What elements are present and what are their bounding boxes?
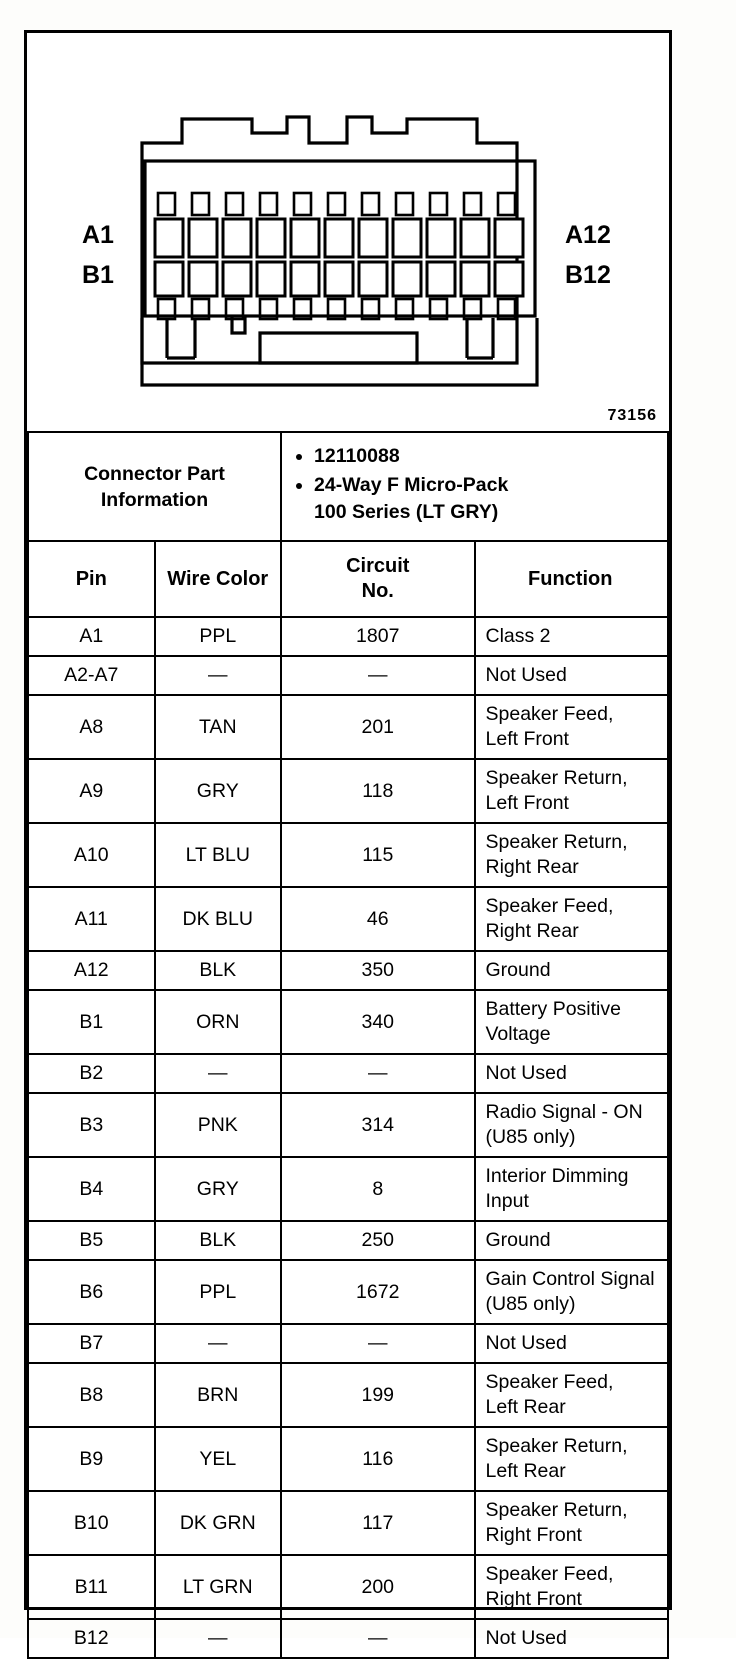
cell-function	[475, 656, 669, 695]
cell-function-line2: (U85 only)	[485, 1293, 576, 1315]
cell-circuit-no: 115	[281, 823, 475, 887]
cell-function	[475, 990, 669, 1054]
cell-function	[475, 1491, 669, 1555]
cell-function-line1: Ground	[485, 1229, 551, 1251]
cell-pin: A8	[28, 695, 155, 759]
cell-pin: B9	[28, 1427, 155, 1491]
cell-function	[475, 951, 669, 990]
document-frame	[24, 30, 672, 1649]
cell-circuit-no: 117	[281, 1491, 475, 1555]
cell-function-line2: Left Front	[485, 728, 569, 750]
cell-wire-color: PNK	[155, 1093, 282, 1157]
cell-wire-color: LT GRN	[155, 1555, 282, 1619]
header-pin: Pin	[28, 541, 155, 617]
cell-pin: A2-A7	[28, 656, 155, 695]
pin-label-b1: B1	[82, 261, 114, 289]
cell-wire-color: —	[155, 1619, 282, 1658]
cell-function-line1: Interior Dimming Input	[485, 1165, 629, 1212]
cell-wire-color: LT BLU	[155, 823, 282, 887]
cell-wire-color: BRN	[155, 1363, 282, 1427]
table-row	[28, 1221, 668, 1260]
part-info-bullet-2-line2: 100 Series (LT GRY)	[314, 501, 499, 523]
header-circuit-no-line1: Circuit	[346, 555, 410, 577]
cell-function-line1: Battery Positive Voltage	[485, 998, 621, 1045]
cell-function-line2: Right Front	[485, 1588, 582, 1610]
cell-pin: B12	[28, 1619, 155, 1658]
cell-circuit-no: 201	[281, 695, 475, 759]
table-row	[28, 1324, 668, 1363]
cell-pin: B4	[28, 1157, 155, 1221]
cell-wire-color: —	[155, 656, 282, 695]
cell-circuit-no: —	[281, 1619, 475, 1658]
cell-circuit-no: —	[281, 1054, 475, 1093]
cell-wire-color: BLK	[155, 951, 282, 990]
cell-circuit-no: 350	[281, 951, 475, 990]
cell-wire-color: GRY	[155, 759, 282, 823]
cell-circuit-no: —	[281, 1324, 475, 1363]
cell-wire-color: BLK	[155, 1221, 282, 1260]
cell-function-line1: Speaker Feed,	[485, 703, 614, 725]
cell-function	[475, 1427, 669, 1491]
table-row	[28, 1093, 668, 1157]
table-header-row	[28, 541, 668, 617]
cell-function-line1: Gain Control Signal	[485, 1268, 655, 1290]
table-row	[28, 1054, 668, 1093]
table-row	[28, 1491, 668, 1555]
table-row	[28, 951, 668, 990]
cell-circuit-no: 46	[281, 887, 475, 951]
cell-circuit-no: 1672	[281, 1260, 475, 1324]
cell-wire-color: —	[155, 1054, 282, 1093]
table-row	[28, 1260, 668, 1324]
table-row	[28, 1555, 668, 1619]
table-body	[28, 617, 668, 1658]
table-row	[28, 1619, 668, 1658]
cell-circuit-no: —	[281, 656, 475, 695]
part-info-bullet-2	[314, 472, 661, 526]
cell-circuit-no: 250	[281, 1221, 475, 1260]
cell-function	[475, 1363, 669, 1427]
cell-function-line1: Class 2	[485, 625, 551, 647]
cell-function	[475, 1093, 669, 1157]
header-circuit-no	[281, 541, 475, 617]
cell-pin: A10	[28, 823, 155, 887]
cell-wire-color: DK GRN	[155, 1491, 282, 1555]
cell-function	[475, 695, 669, 759]
cell-wire-color: YEL	[155, 1427, 282, 1491]
cell-function	[475, 1260, 669, 1324]
cell-wire-color: PPL	[155, 1260, 282, 1324]
cell-function-line1: Not Used	[485, 1062, 567, 1084]
cell-circuit-no: 8	[281, 1157, 475, 1221]
cell-function-line1: Speaker Return,	[485, 831, 628, 853]
cell-function-line1: Speaker Return,	[485, 1435, 628, 1457]
cell-wire-color: —	[155, 1324, 282, 1363]
header-circuit-no-line2: No.	[361, 580, 394, 602]
cell-function-line2: Right Rear	[485, 920, 579, 942]
cell-function-line1: Speaker Feed,	[485, 1563, 614, 1585]
table-row	[28, 823, 668, 887]
cell-function-line1: Ground	[485, 959, 551, 981]
cell-function-line1: Not Used	[485, 664, 567, 686]
cell-function-line2: Left Front	[485, 792, 569, 814]
cell-pin: B5	[28, 1221, 155, 1260]
cell-wire-color: TAN	[155, 695, 282, 759]
cell-wire-color: GRY	[155, 1157, 282, 1221]
cell-wire-color: PPL	[155, 617, 282, 656]
cell-pin: B3	[28, 1093, 155, 1157]
cell-circuit-no: 314	[281, 1093, 475, 1157]
cell-circuit-no: 199	[281, 1363, 475, 1427]
cell-circuit-no: 200	[281, 1555, 475, 1619]
pin-label-a1: A1	[82, 221, 114, 249]
table-row	[28, 1157, 668, 1221]
cell-pin: A9	[28, 759, 155, 823]
cell-function-line2: Right Rear	[485, 856, 579, 878]
figure-number: 73156	[607, 407, 657, 424]
cell-function	[475, 617, 669, 656]
part-info-title-line1: Connector Part	[84, 462, 225, 485]
cell-pin: A12	[28, 951, 155, 990]
cell-function-line2: Left Rear	[485, 1396, 566, 1418]
cell-circuit-no: 116	[281, 1427, 475, 1491]
cell-pin: B7	[28, 1324, 155, 1363]
cell-pin: A1	[28, 617, 155, 656]
cell-pin: B8	[28, 1363, 155, 1427]
cell-wire-color: ORN	[155, 990, 282, 1054]
cell-pin: B6	[28, 1260, 155, 1324]
cell-function	[475, 1054, 669, 1093]
cell-function-line1: Speaker Feed,	[485, 895, 614, 917]
part-info-bullet-2-line1: 24-Way F Micro-Pack	[314, 474, 509, 496]
cell-function-line1: Speaker Return,	[485, 1499, 628, 1521]
part-info-bullets	[281, 432, 668, 541]
cell-wire-color: DK BLU	[155, 887, 282, 951]
pin-label-a12: A12	[565, 221, 611, 249]
cell-function	[475, 887, 669, 951]
part-info-row	[28, 432, 668, 541]
cell-function	[475, 1555, 669, 1619]
cell-pin: B2	[28, 1054, 155, 1093]
part-info-bullet-1: • 12110088	[314, 443, 661, 470]
part-info-title	[28, 432, 281, 541]
header-wire-color: Wire Color	[155, 541, 282, 617]
table-row	[28, 759, 668, 823]
table-row	[28, 617, 668, 656]
table-row	[28, 990, 668, 1054]
cell-function	[475, 1157, 669, 1221]
table-row	[28, 656, 668, 695]
cell-function-line1: Not Used	[485, 1627, 567, 1649]
connector-table	[27, 431, 669, 1659]
pin-label-b12: B12	[565, 261, 611, 289]
cell-circuit-no: 1807	[281, 617, 475, 656]
header-function: Function	[475, 541, 669, 617]
cell-function	[475, 1221, 669, 1260]
cell-function-line2: Right Front	[485, 1524, 582, 1546]
cell-circuit-no: 340	[281, 990, 475, 1054]
cell-function	[475, 823, 669, 887]
cell-pin: B1	[28, 990, 155, 1054]
cell-function-line1: Not Used	[485, 1332, 567, 1354]
cell-circuit-no: 118	[281, 759, 475, 823]
table-row	[28, 1427, 668, 1491]
cell-function-line1: Speaker Feed,	[485, 1371, 614, 1393]
cell-function-line2: (U85 only)	[485, 1126, 576, 1148]
part-info-title-line2: Information	[100, 488, 209, 511]
table-row	[28, 1363, 668, 1427]
cell-function-line1: Radio Signal - ON	[485, 1101, 643, 1123]
table-row	[28, 887, 668, 951]
cell-pin: A11	[28, 887, 155, 951]
cell-function	[475, 1619, 669, 1658]
connector-table-wrap	[27, 431, 669, 1659]
connector-illustration	[27, 33, 669, 431]
cell-function-line2: Left Rear	[485, 1460, 566, 1482]
table-row	[28, 695, 668, 759]
cell-function	[475, 759, 669, 823]
cell-function	[475, 1324, 669, 1363]
cell-pin: B10	[28, 1491, 155, 1555]
cell-function-line1: Speaker Return,	[485, 767, 628, 789]
cell-pin: B11	[28, 1555, 155, 1619]
